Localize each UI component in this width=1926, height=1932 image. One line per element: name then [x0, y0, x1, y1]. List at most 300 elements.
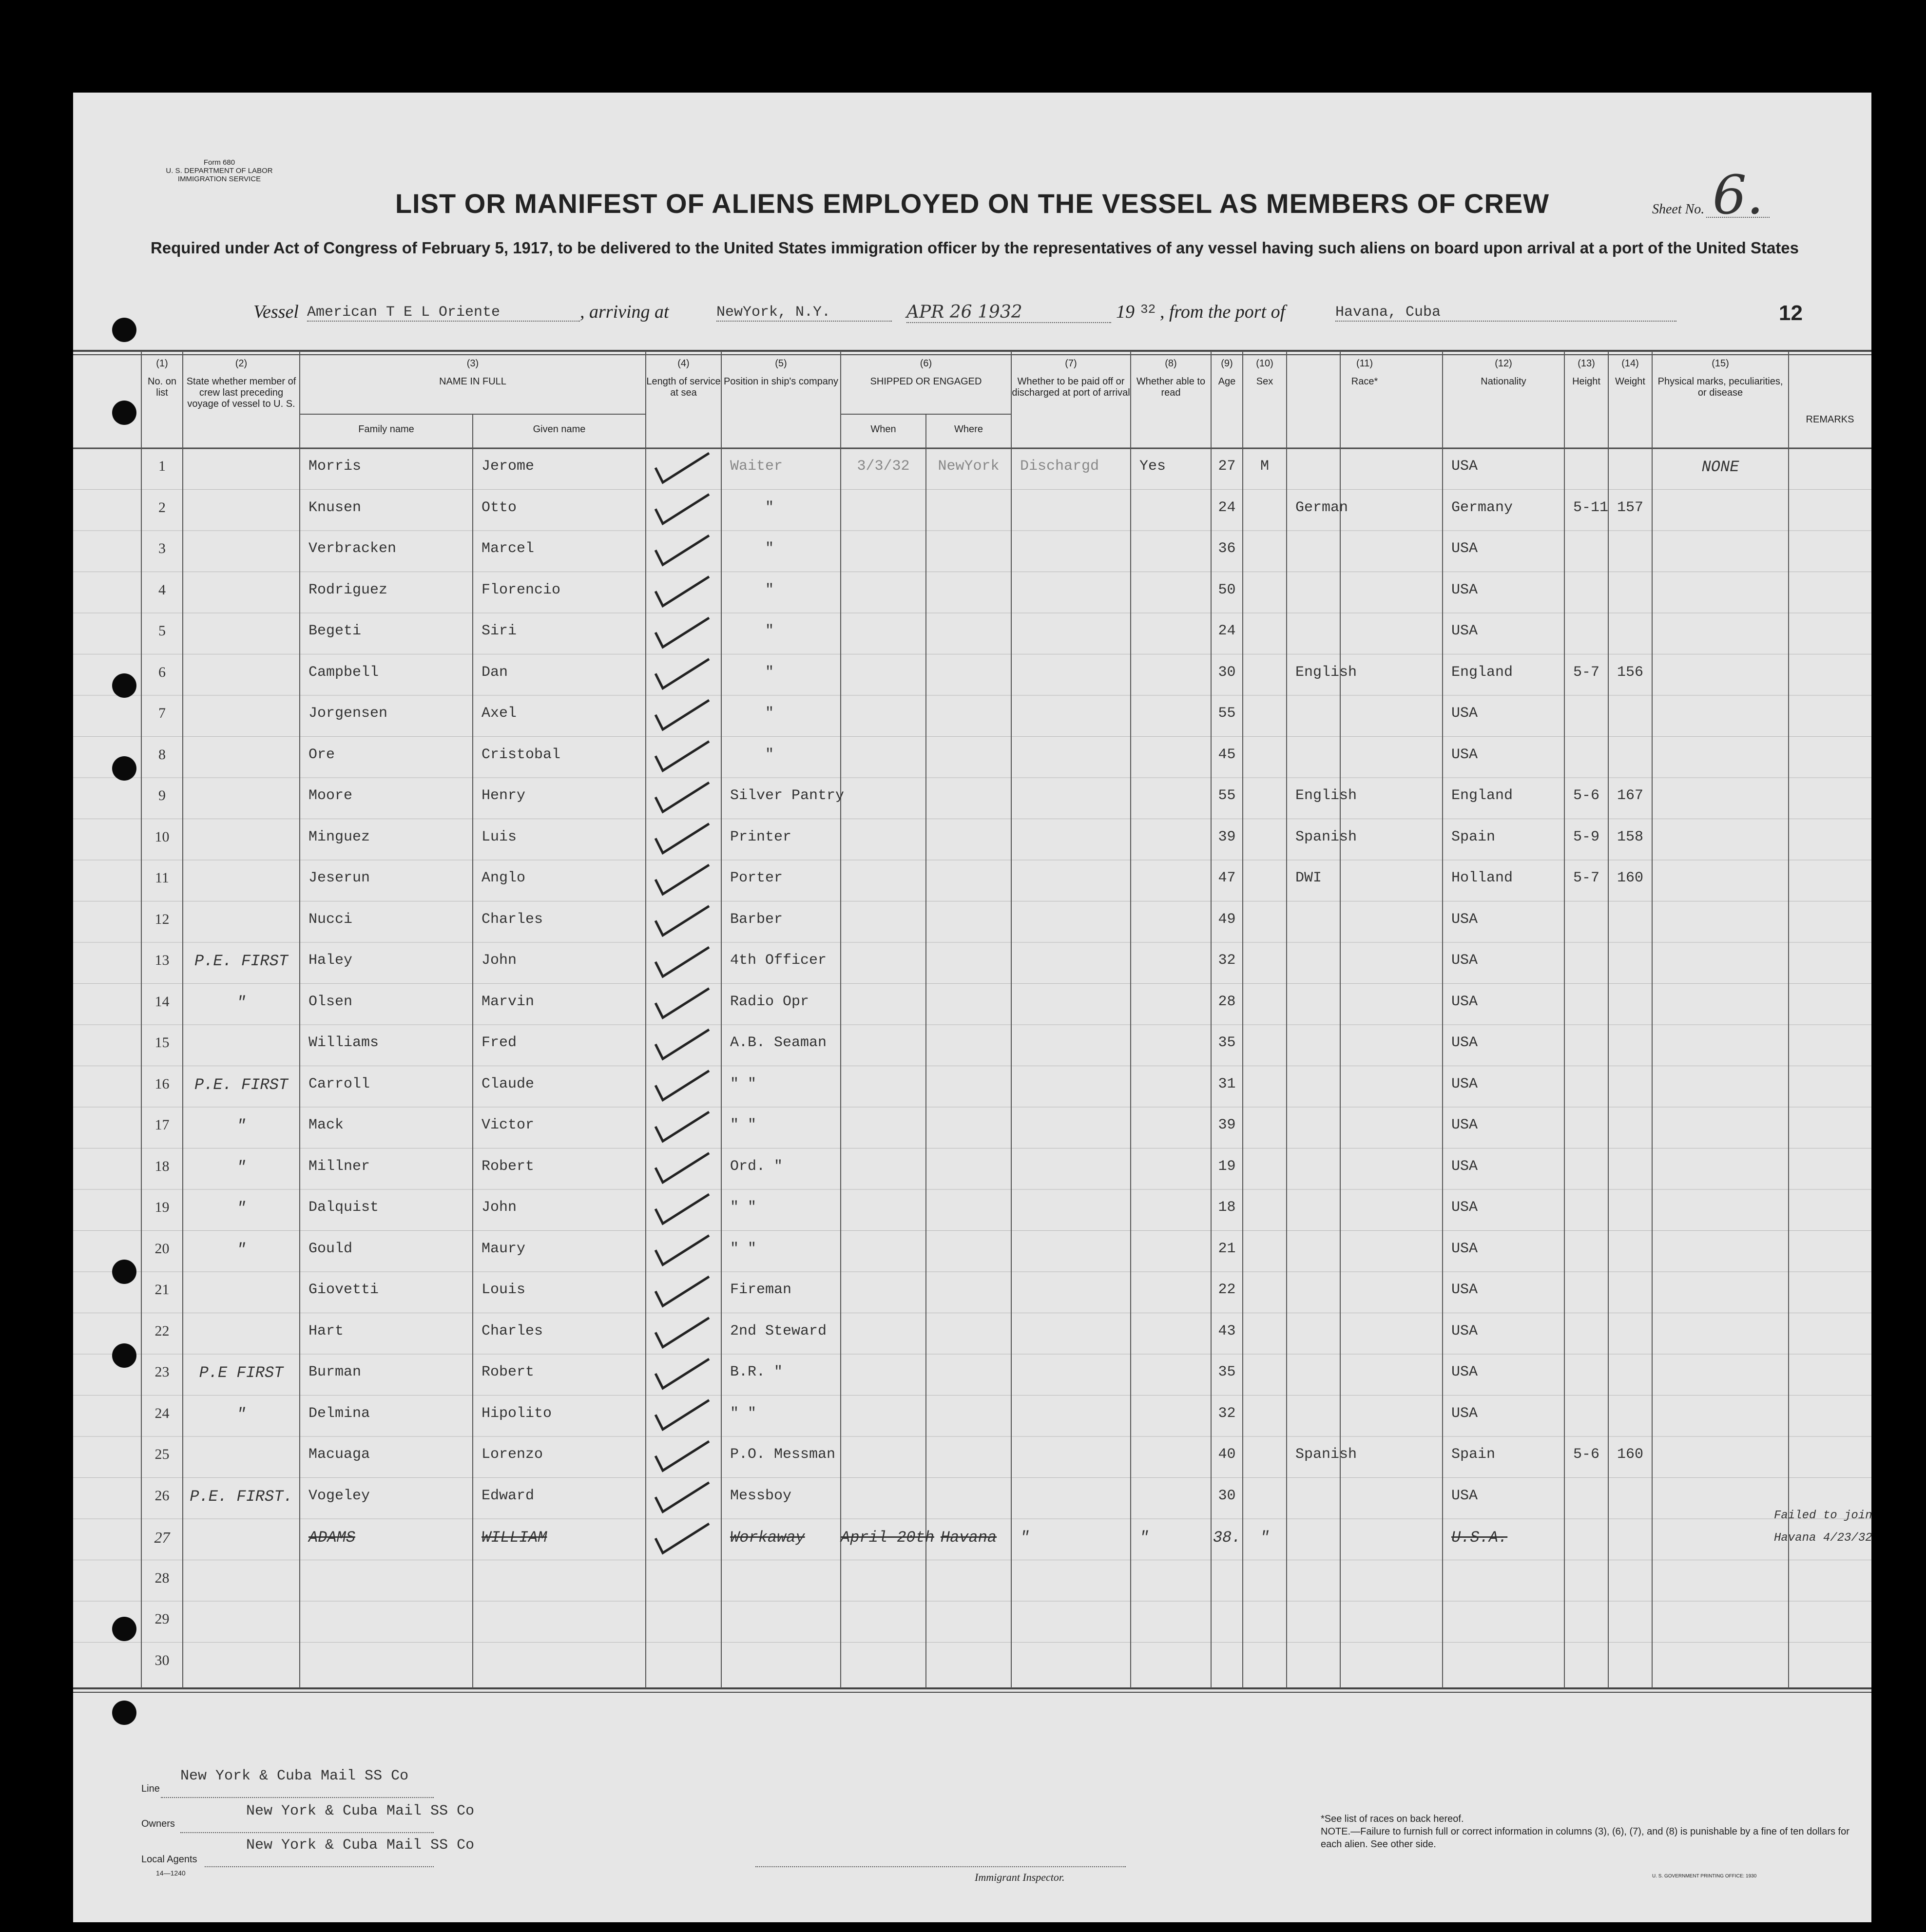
sheet-label: Sheet No. — [1652, 202, 1705, 217]
row-number: 12 — [154, 911, 170, 927]
family-name: Begeti — [308, 623, 362, 639]
prev-voyage: " — [236, 1405, 246, 1423]
nationality: USA — [1451, 1282, 1478, 1298]
nationality: USA — [1451, 623, 1478, 639]
check-mark-icon — [655, 618, 709, 647]
column-label: NAME IN FULL — [439, 376, 506, 387]
race-note: *See list of races on back hereof. — [1321, 1814, 1464, 1824]
age: 35 — [1218, 1034, 1236, 1051]
column-label: Position in ship's company — [723, 376, 839, 387]
family-name: Carroll — [308, 1075, 370, 1092]
given-name: Fred — [482, 1034, 517, 1051]
manifest-page — [73, 93, 1871, 1922]
family-name: Giovetti — [308, 1282, 379, 1298]
nationality: England — [1451, 787, 1513, 804]
col-header-marks — [1652, 358, 1789, 399]
prev-voyage: " — [236, 1199, 246, 1217]
check-mark-icon — [655, 1030, 709, 1059]
age: 55 — [1218, 705, 1236, 722]
row-number: 23 — [154, 1364, 170, 1380]
check-mark-icon — [655, 659, 709, 689]
age: 55 — [1218, 787, 1236, 804]
age: 39 — [1218, 1117, 1236, 1133]
age: 18 — [1218, 1199, 1236, 1216]
nationality: Spain — [1451, 828, 1496, 845]
prev-voyage: " — [236, 1117, 246, 1135]
col-header-no — [141, 358, 183, 399]
arriving-label: , arriving at — [580, 302, 669, 322]
nationality: USA — [1451, 458, 1478, 475]
departure-port: Havana, Cuba — [1335, 304, 1676, 322]
col-header-height — [1564, 358, 1608, 387]
row-number: 6 — [158, 664, 166, 680]
row-number: 13 — [154, 952, 170, 968]
age: 28 — [1218, 993, 1236, 1010]
prev-voyage: P.E FIRST — [199, 1364, 284, 1382]
footer-owners-value: New York & Cuba Mail SS Co — [246, 1803, 475, 1819]
position: A.B. Seaman — [730, 1034, 827, 1051]
row-number: 30 — [154, 1652, 170, 1668]
family-name: Nucci — [308, 911, 353, 928]
punch-hole — [112, 318, 136, 342]
height: 5-9 — [1573, 828, 1600, 845]
given-name: Cristobal — [482, 746, 561, 763]
age: 24 — [1218, 499, 1236, 516]
given-name: Dan — [482, 664, 508, 681]
family-name: Millner — [308, 1158, 370, 1175]
nationality: USA — [1451, 1405, 1478, 1422]
check-mark-icon — [655, 783, 709, 812]
prev-voyage: P.E. FIRST — [194, 1075, 289, 1094]
position: Printer — [730, 828, 792, 845]
given-name: Lorenzo — [482, 1446, 543, 1463]
column-label: Weight — [1615, 376, 1645, 387]
column-label: Nationality — [1481, 376, 1526, 387]
family-name: Delmina — [308, 1405, 370, 1422]
check-mark-icon — [655, 577, 709, 606]
height: 5-7 — [1573, 870, 1600, 886]
column-label: REMARKS — [1806, 414, 1854, 425]
family-name: Ore — [308, 746, 335, 763]
given-name: Hipolito — [482, 1405, 552, 1422]
nationality: USA — [1451, 911, 1478, 928]
given-name: Otto — [482, 499, 517, 516]
position: " " — [730, 1199, 757, 1216]
department: U. S. DEPARTMENT OF LABOR — [166, 167, 273, 175]
position: " " — [730, 1075, 757, 1092]
nationality: USA — [1451, 952, 1478, 969]
nationality: USA — [1451, 1034, 1478, 1051]
check-mark-icon — [655, 1318, 709, 1347]
vessel-name: American T E L Oriente — [307, 304, 580, 322]
position: " " — [730, 1405, 757, 1422]
row-number: 2 — [158, 499, 166, 516]
family-name: Macuaga — [308, 1446, 370, 1463]
check-mark-icon — [655, 742, 709, 771]
given-name: Louis — [482, 1282, 526, 1298]
family-name: Jeserun — [308, 870, 370, 886]
column-number: (13) — [1578, 358, 1595, 369]
fine-note: NOTE.—Failure to furnish full or correct information in columns (3), (6), (7), and (8) is punishable by a fine of ten dollars for each alien. See other side. — [1321, 1826, 1849, 1850]
col-header-nationality — [1443, 358, 1564, 387]
family-name: Olsen — [308, 993, 353, 1010]
position: " " — [730, 1240, 757, 1257]
punch-hole — [112, 1701, 136, 1725]
check-mark-icon — [655, 865, 709, 894]
weight: 156 — [1617, 664, 1644, 681]
row-number: 5 — [158, 623, 166, 639]
age: 32 — [1218, 952, 1236, 969]
row-number: 26 — [154, 1487, 170, 1504]
column-number: (14) — [1621, 358, 1639, 369]
family-name: Haley — [308, 952, 353, 969]
position: Ord. " — [730, 1158, 783, 1175]
position: " — [765, 705, 774, 722]
vessel-label: Vessel — [253, 302, 299, 322]
year-value: 32 — [1140, 302, 1156, 317]
footer-owners-rule — [180, 1832, 434, 1833]
column-label: SHIPPED OR ENGAGED — [870, 376, 982, 387]
row-number: 19 — [154, 1199, 170, 1215]
prev-voyage: " — [236, 993, 246, 1012]
column-number: (11) — [1356, 358, 1373, 369]
col-header-age — [1211, 358, 1243, 387]
position: Fireman — [730, 1282, 792, 1298]
footer-line-rule — [161, 1797, 434, 1798]
nationality: USA — [1451, 1487, 1478, 1504]
nationality: Holland — [1451, 870, 1513, 886]
remarks-line-1: Failed to join — [1774, 1509, 1872, 1522]
height: 5-6 — [1573, 1446, 1600, 1463]
check-mark-icon — [655, 947, 709, 976]
col-header-family-name — [300, 424, 473, 435]
column-label: Whether to be paid off or discharged at port of arrival — [1012, 376, 1130, 398]
age: 31 — [1218, 1075, 1236, 1092]
nationality: USA — [1451, 705, 1478, 722]
col-header-when — [841, 424, 926, 435]
position: " — [765, 746, 774, 763]
sex: M — [1260, 458, 1269, 475]
row-number: 29 — [154, 1611, 170, 1627]
weight: 160 — [1617, 870, 1644, 886]
sex: " — [1260, 1529, 1270, 1547]
family-name: Burman — [308, 1364, 362, 1380]
height: 5-6 — [1573, 787, 1600, 804]
col-header-where — [926, 424, 1011, 435]
age: 45 — [1218, 746, 1236, 763]
footer-line-value: New York & Cuba Mail SS Co — [180, 1768, 409, 1784]
row-number: 9 — [158, 787, 166, 803]
check-mark-icon — [655, 453, 709, 482]
column-label: Height — [1572, 376, 1600, 387]
able-to-read: Yes — [1139, 458, 1166, 475]
col-header-paid-off — [1011, 358, 1131, 399]
age: 40 — [1218, 1446, 1236, 1463]
family-name: Hart — [308, 1322, 344, 1339]
row-number: 27 — [154, 1529, 170, 1546]
given-name: Charles — [482, 911, 543, 928]
arriving-port: NewYork, N.Y. — [716, 304, 892, 322]
check-mark-icon — [655, 989, 709, 1018]
physical-marks: NONE — [1701, 458, 1739, 476]
family-name: Vogeley — [308, 1487, 370, 1504]
row-number: 22 — [154, 1322, 170, 1339]
age: 35 — [1218, 1364, 1236, 1380]
weight: 157 — [1617, 499, 1644, 516]
weight: 158 — [1617, 828, 1644, 845]
column-label: No. on list — [148, 376, 176, 398]
page-number: 12 — [1779, 301, 1803, 325]
shipped-when: 3/3/32 — [857, 458, 910, 475]
footer-agents-value: New York & Cuba Mail SS Co — [246, 1837, 475, 1854]
remarks-line-2: Havana 4/23/32 — [1774, 1531, 1872, 1545]
inspector-rule — [755, 1866, 1126, 1867]
col-header-sex — [1243, 358, 1287, 387]
given-name: Marvin — [482, 993, 535, 1010]
column-label: Given name — [533, 424, 586, 435]
shipped-when: April 20th — [841, 1529, 935, 1547]
check-mark-icon — [655, 824, 709, 853]
family-name: Moore — [308, 787, 353, 804]
position: P.O. Messman — [730, 1446, 836, 1463]
service: IMMIGRATION SERVICE — [177, 175, 261, 183]
position: " " — [730, 1117, 757, 1133]
check-mark-icon — [655, 1153, 709, 1183]
given-name: Marcel — [482, 540, 535, 557]
nationality: USA — [1451, 1322, 1478, 1339]
family-name: Gould — [308, 1240, 353, 1257]
column-number: (4) — [677, 358, 690, 369]
given-name: Robert — [482, 1364, 535, 1380]
row-number: 17 — [154, 1117, 170, 1133]
prev-voyage: P.E. FIRST — [194, 952, 289, 970]
sheet-number: 6. — [1706, 173, 1770, 218]
given-name: Victor — [482, 1117, 535, 1133]
col-header-remarks — [1789, 414, 1871, 425]
age: 32 — [1218, 1405, 1236, 1422]
age: 30 — [1218, 664, 1236, 681]
col-header-read — [1131, 358, 1211, 399]
nationality: USA — [1451, 1364, 1478, 1380]
race: Spanish — [1295, 1446, 1357, 1463]
footer-form-code: 14—1240 — [156, 1869, 186, 1877]
position: 4th Officer — [730, 952, 827, 969]
column-label: Race* — [1351, 376, 1378, 387]
age: 50 — [1218, 581, 1236, 598]
family-name: Jorgensen — [308, 705, 388, 722]
column-number: (12) — [1495, 358, 1512, 369]
row-number: 18 — [154, 1158, 170, 1174]
position: Porter — [730, 870, 783, 886]
nationality: England — [1451, 664, 1513, 681]
row-number: 24 — [154, 1405, 170, 1421]
col-header-given-name — [473, 424, 646, 435]
given-name: Robert — [482, 1158, 535, 1175]
family-name: Williams — [308, 1034, 379, 1051]
age: 30 — [1218, 1487, 1236, 1504]
race: English — [1295, 787, 1357, 804]
column-number: (9) — [1221, 358, 1233, 369]
given-name: Claude — [482, 1075, 535, 1092]
position: 2nd Steward — [730, 1322, 827, 1339]
family-name: ADAMS — [308, 1529, 356, 1547]
check-mark-icon — [655, 1483, 709, 1512]
position: Waiter — [730, 458, 783, 475]
column-label: State whether member of crew last preceding voyage of vessel to U. S. — [186, 376, 296, 409]
weight: 167 — [1617, 787, 1644, 804]
column-label: When — [870, 424, 896, 435]
column-label: Physical marks, peculiarities, or disease — [1657, 376, 1783, 398]
row-number: 14 — [154, 993, 170, 1010]
paid-off: " — [1020, 1529, 1030, 1547]
height: 5-7 — [1573, 664, 1600, 681]
given-name: John — [482, 1199, 517, 1216]
column-number: (3) — [466, 358, 479, 369]
row-number: 1 — [158, 458, 166, 474]
row-number: 4 — [158, 581, 166, 598]
family-name: Verbracken — [308, 540, 397, 557]
nationality: USA — [1451, 581, 1478, 598]
shipped-where: Havana — [940, 1529, 997, 1547]
race: German — [1295, 499, 1348, 516]
row-number: 21 — [154, 1282, 170, 1298]
age: 36 — [1218, 540, 1236, 557]
check-mark-icon — [655, 1359, 709, 1388]
check-mark-icon — [655, 1400, 709, 1430]
position: Barber — [730, 911, 783, 928]
family-name: Minguez — [308, 828, 370, 845]
check-mark-icon — [655, 1277, 709, 1306]
position: " — [765, 499, 774, 516]
nationality: USA — [1451, 540, 1478, 557]
nationality: USA — [1451, 993, 1478, 1010]
family-name: Knusen — [308, 499, 362, 516]
row-number: 15 — [154, 1034, 170, 1051]
family-name: Campbell — [308, 664, 379, 681]
column-label: Sex — [1256, 376, 1273, 387]
family-name: Morris — [308, 458, 362, 475]
punch-hole — [112, 1343, 136, 1368]
prev-voyage: P.E. FIRST. — [190, 1487, 293, 1506]
weight: 160 — [1617, 1446, 1644, 1463]
column-number: (5) — [775, 358, 787, 369]
position: Silver Pantry — [730, 787, 845, 804]
column-number: (7) — [1065, 358, 1077, 369]
check-mark-icon — [655, 1071, 709, 1100]
race: DWI — [1295, 870, 1322, 886]
from-label: , from the port of — [1160, 302, 1286, 322]
column-number: (10) — [1256, 358, 1273, 369]
age: 24 — [1218, 623, 1236, 639]
row-number: 3 — [158, 540, 166, 556]
punch-hole — [112, 1617, 136, 1641]
age: 19 — [1218, 1158, 1236, 1175]
shipped-where: NewYork — [938, 458, 1000, 475]
year-prefix: 19 — [1116, 302, 1135, 322]
given-name: Maury — [482, 1240, 526, 1257]
position: " — [765, 540, 774, 557]
punch-hole — [112, 673, 136, 698]
age: 43 — [1218, 1322, 1236, 1339]
prev-voyage: " — [236, 1240, 246, 1259]
age: 22 — [1218, 1282, 1236, 1298]
punch-hole — [112, 1260, 136, 1284]
family-name: Rodriguez — [308, 581, 388, 598]
col-header-weight — [1608, 358, 1652, 387]
col-header-name — [300, 358, 646, 387]
column-number: (15) — [1712, 358, 1729, 369]
footer-notes — [1321, 1813, 1857, 1851]
row-number: 16 — [154, 1075, 170, 1092]
col-header-service — [646, 358, 721, 399]
race: Spanish — [1295, 828, 1357, 845]
position: " — [765, 664, 774, 681]
punch-hole — [112, 401, 136, 425]
column-number: (1) — [156, 358, 168, 369]
row-number: 20 — [154, 1240, 170, 1257]
nationality: USA — [1451, 1199, 1478, 1216]
footer-line-label: Line — [141, 1783, 160, 1794]
row-number: 8 — [158, 746, 166, 763]
row-number: 28 — [154, 1569, 170, 1586]
column-label: Whether able to read — [1136, 376, 1206, 398]
check-mark-icon — [655, 1524, 709, 1553]
row-number: 10 — [154, 828, 170, 845]
nationality: USA — [1451, 1240, 1478, 1257]
column-label: Where — [954, 424, 983, 435]
nationality: USA — [1451, 1158, 1478, 1175]
check-mark-icon — [655, 906, 709, 936]
check-mark-icon — [655, 1112, 709, 1141]
column-label: Length of service at sea — [646, 376, 721, 398]
position: Workaway — [730, 1529, 805, 1547]
form-number: Form 680 — [203, 158, 235, 167]
given-name: Siri — [482, 623, 517, 639]
check-mark-icon — [655, 495, 709, 524]
given-name: Edward — [482, 1487, 535, 1504]
check-mark-icon — [655, 1194, 709, 1224]
row-number: 25 — [154, 1446, 170, 1462]
family-name: Mack — [308, 1117, 344, 1133]
nationality: USA — [1451, 746, 1478, 763]
age: 38. — [1213, 1529, 1241, 1547]
nationality: Germany — [1451, 499, 1513, 516]
nationality: USA — [1451, 1117, 1478, 1133]
age: 49 — [1218, 911, 1236, 928]
age: 27 — [1218, 458, 1236, 475]
footer-agents-label: Local Agents — [141, 1854, 197, 1865]
check-mark-icon — [655, 1441, 709, 1471]
age: 39 — [1218, 828, 1236, 845]
prev-voyage: " — [236, 1158, 246, 1176]
page-title: LIST OR MANIFEST OF ALIENS EMPLOYED ON THE VESSEL AS MEMBERS OF CREW — [395, 188, 1550, 219]
given-name: Axel — [482, 705, 517, 722]
given-name: Jerome — [482, 458, 535, 475]
given-name: WILLIAM — [482, 1529, 547, 1547]
position: Messboy — [730, 1487, 792, 1504]
date-stamp: APR 26 1932 — [906, 302, 1111, 323]
row-number: 11 — [155, 870, 169, 886]
footer-owners-label: Owners — [141, 1818, 175, 1829]
row-number: 7 — [158, 705, 166, 721]
footer-agents-rule — [205, 1866, 434, 1867]
given-name: Henry — [482, 787, 526, 804]
given-name: Charles — [482, 1322, 543, 1339]
page-subtitle: Required under Act of Congress of February 5, 1917, to be delivered to the United States immigration officer by the representatives of any vessel having such aliens on board upon arrival at a port of the United States — [150, 239, 1799, 257]
check-mark-icon — [655, 1236, 709, 1265]
nationality: Spain — [1451, 1446, 1496, 1463]
race: English — [1295, 664, 1357, 681]
